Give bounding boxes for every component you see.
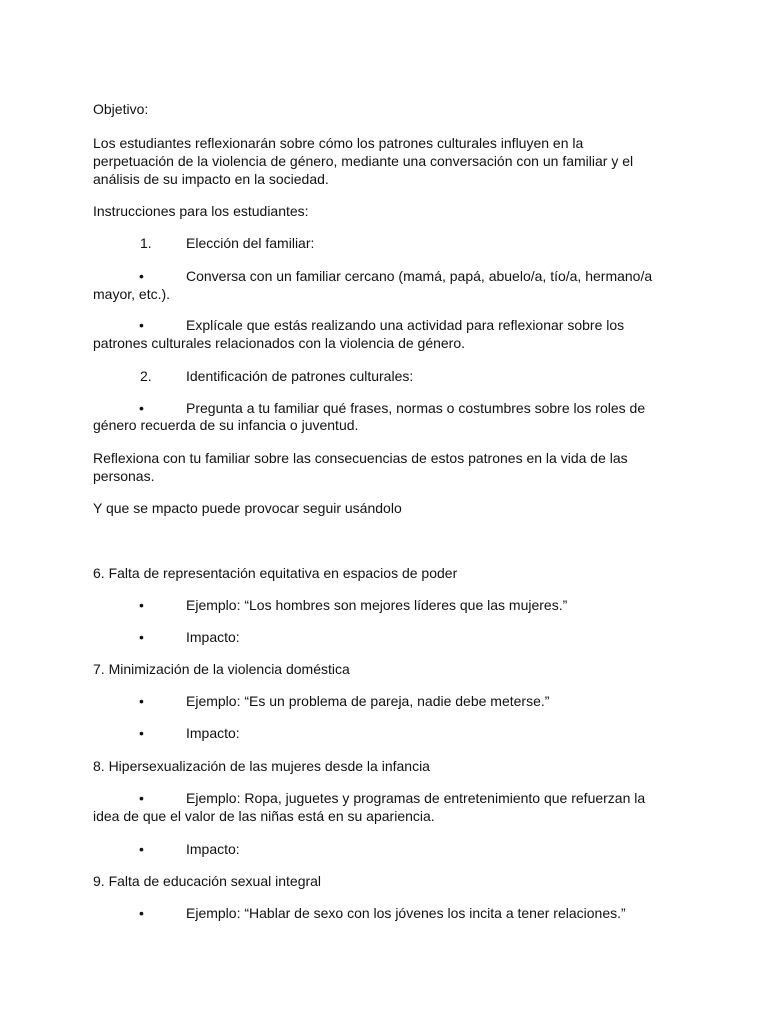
reflect-line-2: personas. xyxy=(93,468,155,484)
example-text: Ejemplo: “Es un problema de pareja, nadie debe meterse.” xyxy=(186,693,550,709)
bullet-text-continuation: género recuerda de su infancia o juventud. xyxy=(93,417,359,433)
bullet-icon: • xyxy=(139,597,144,613)
example-text: Ejemplo: “Los hombres son mejores líderes que las mujeres.” xyxy=(186,597,568,613)
objective-line-2: perpetuación de la violencia de género, mediante una conversación con un familiar y el xyxy=(93,153,634,169)
impact-question: Y que se mpacto puede provocar seguir usándolo xyxy=(93,500,402,516)
impact-label: Impacto: xyxy=(186,629,240,645)
step-1-title: Elección del familiar: xyxy=(186,235,315,251)
bullet-icon: • xyxy=(139,693,144,709)
bullet-icon: • xyxy=(139,268,144,284)
example-text-first-line: Ejemplo: Ropa, juguetes y programas de entretenimiento que refuerzan la xyxy=(186,790,646,806)
objective-heading: Objetivo: xyxy=(93,101,149,117)
bullet-icon: • xyxy=(139,317,144,333)
bullet-icon: • xyxy=(139,905,144,921)
step-2-title: Identificación de patrones culturales: xyxy=(186,368,414,384)
section-9-heading: 9. Falta de educación sexual integral xyxy=(93,873,322,889)
instructions-heading: Instrucciones para los estudiantes: xyxy=(93,203,309,219)
objective-line-1: Los estudiantes reflexionarán sobre cómo los patrones culturales influyen en la xyxy=(93,135,584,151)
section-6-heading: 6. Falta de representación equitativa en espacios de poder xyxy=(93,565,458,581)
bullet-icon: • xyxy=(139,790,144,806)
bullet-icon: • xyxy=(139,841,144,857)
bullet-text-first-line: Explícale que estás realizando una actividad para reflexionar sobre los xyxy=(186,317,625,333)
bullet-icon: • xyxy=(139,629,144,645)
section-7-heading: 7. Minimización de la violencia doméstica xyxy=(93,661,350,677)
objective-line-3: análisis de su impacto en la sociedad. xyxy=(93,171,329,187)
step-2-number: 2. xyxy=(140,368,152,384)
step-1-number: 1. xyxy=(140,235,152,251)
impact-label: Impacto: xyxy=(186,725,240,741)
example-text: Ejemplo: “Hablar de sexo con los jóvenes los incita a tener relaciones.” xyxy=(186,905,626,921)
bullet-icon: • xyxy=(139,725,144,741)
bullet-text-first-line: Pregunta a tu familiar qué frases, normas o costumbres sobre los roles de xyxy=(186,400,646,416)
bullet-text-continuation: mayor, etc.). xyxy=(93,286,171,302)
bullet-icon: • xyxy=(139,400,144,416)
example-text-continuation: idea de que el valor de las niñas está en su apariencia. xyxy=(93,808,435,824)
section-8-heading: 8. Hipersexualización de las mujeres desde la infancia xyxy=(93,758,430,774)
impact-label: Impacto: xyxy=(186,841,240,857)
reflect-line-1: Reflexiona con tu familiar sobre las consecuencias de estos patrones en la vida de las xyxy=(93,450,628,466)
bullet-text-continuation: patrones culturales relacionados con la violencia de género. xyxy=(93,335,466,351)
bullet-text-first-line: Conversa con un familiar cercano (mamá, papá, abuelo/a, tío/a, hermano/a xyxy=(186,268,653,284)
